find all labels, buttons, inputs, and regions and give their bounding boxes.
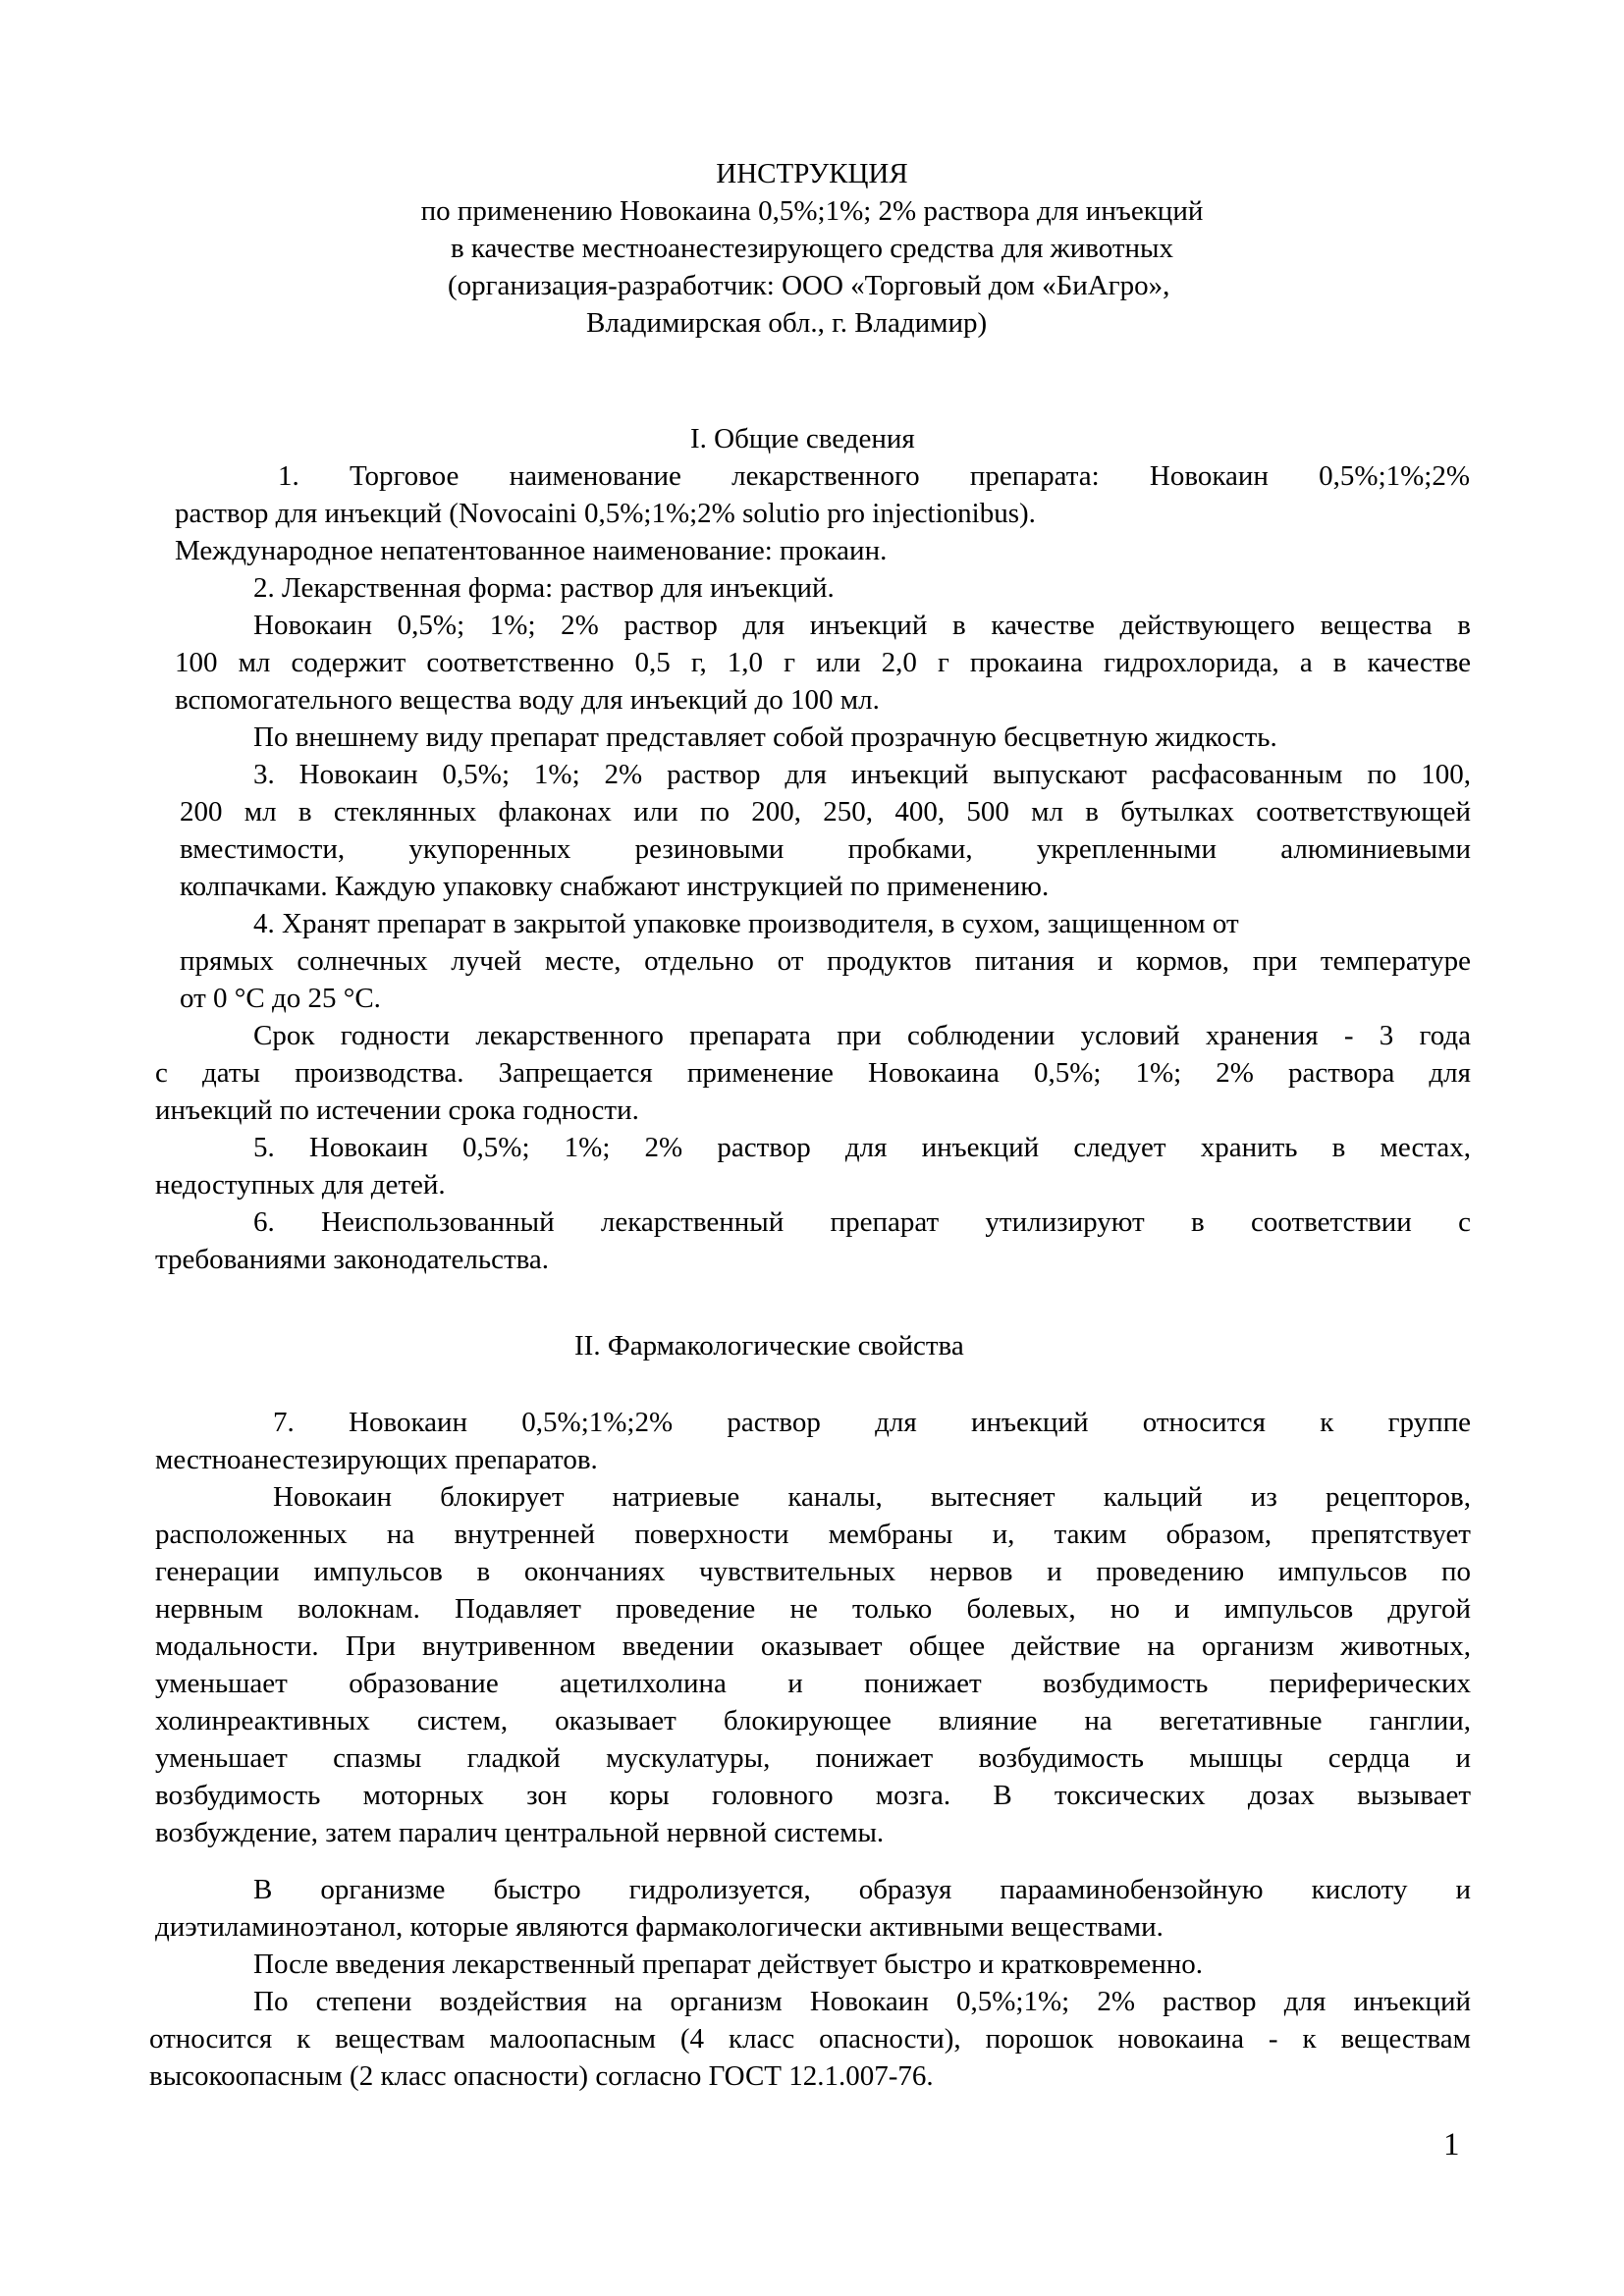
s2-p2-line-8: уменьшает спазмы гладкой мускулатуры, понижает возбудимость мышцы сердца и	[155, 1742, 1471, 1774]
s1-p10-line-1: 6. Неиспользованный лекарственный препарат утилизируют в соответствии с	[253, 1206, 1471, 1238]
s1-p4-line-3: вспомогательного вещества воду для инъекций до 100 мл.	[175, 684, 880, 716]
header-line-1: по применению Новокаина 0,5%;1%; 2% раствора для инъекций	[420, 195, 1204, 227]
s1-p3: 2. Лекарственная форма: раствор для инъекций.	[253, 572, 835, 604]
s1-p9-line-1: 5. Новокаин 0,5%; 1%; 2% раствор для инъекций следует хранить в местах,	[253, 1132, 1471, 1163]
s1-p8-line-3: инъекций по истечении срока годности.	[155, 1095, 639, 1126]
s1-p6-line-1: 3. Новокаин 0,5%; 1%; 2% раствор для инъекций выпускают расфасованным по 100,	[253, 759, 1471, 790]
section-1-heading: I. Общие сведения	[690, 423, 915, 454]
s2-p2-line-1: Новокаин блокирует натриевые каналы, вытесняет кальций из рецепторов,	[273, 1481, 1471, 1513]
s2-p2-line-6: уменьшает образование ацетилхолина и понижает возбудимость периферических	[155, 1668, 1471, 1699]
s1-p10-line-2: требованиями законодательства.	[155, 1244, 550, 1275]
s2-p2-line-2: расположенных на внутренней поверхности мембраны и, таким образом, препятствует	[155, 1519, 1471, 1550]
s2-p4: После введения лекарственный препарат действует быстро и кратковременно.	[253, 1949, 1204, 1980]
s2-p3-line-2: диэтиламиноэтанол, которые являются фармакологически активными веществами.	[155, 1911, 1164, 1943]
section-2-heading: II. Фармакологические свойства	[574, 1330, 964, 1362]
s2-p2-line-5: модальности. При внутривенном введении оказывает общее действие на организм животных,	[155, 1630, 1471, 1662]
s2-p2-line-10: возбуждение, затем паралич центральной нервной системы.	[155, 1817, 885, 1848]
s1-p6-line-2: 200 мл в стеклянных флаконах или по 200, 250, 400, 500 мл в бутылках соответствующей	[180, 796, 1471, 828]
s1-p1-line-1: 1. Торговое наименование лекарственного препарата: Новокаин 0,5%;1%;2%	[278, 460, 1470, 492]
s2-p3-line-1: В организме быстро гидролизуется, образуя парааминобензойную кислоту и	[253, 1874, 1471, 1905]
s1-p6-line-4: колпачками. Каждую упаковку снабжают инструкцией по применению.	[180, 871, 1050, 902]
s1-p7-line-2: прямых солнечных лучей месте, отдельно от продуктов питания и кормов, при температуре	[180, 945, 1471, 977]
s2-p2-line-9: возбудимость моторных зон коры головного мозга. В токсических дозах вызывает	[155, 1780, 1471, 1811]
s1-p4-line-1: Новокаин 0,5%; 1%; 2% раствор для инъекций в качестве действующего вещества в	[253, 610, 1471, 641]
s1-p4-line-2: 100 мл содержит соответственно 0,5 г, 1,0 г или 2,0 г прокаина гидрохлорида, а в качестве	[175, 647, 1471, 678]
s1-p9-line-2: недоступных для детей.	[155, 1169, 446, 1201]
s1-p8-line-1: Срок годности лекарственного препарата при соблюдении условий хранения - 3 года	[253, 1020, 1471, 1051]
s2-p2-line-3: генерации импульсов в окончаниях чувствительных нервов и проведению импульсов по	[155, 1556, 1471, 1587]
s2-p1-line-1: 7. Новокаин 0,5%;1%;2% раствор для инъекций относится к группе	[273, 1407, 1471, 1438]
header-line-4: Владимирская обл., г. Владимир)	[586, 307, 988, 339]
s1-p8-line-2: с даты производства. Запрещается применение Новокаина 0,5%; 1%; 2% раствора для	[155, 1057, 1471, 1089]
s2-p2-line-4: нервным волокнам. Подавляет проведение не только болевых, но и импульсов другой	[155, 1593, 1471, 1625]
s2-p5-line-1: По степени воздействия на организм Новокаин 0,5%;1%; 2% раствор для инъекций	[253, 1986, 1471, 2017]
s2-p5-line-2: относится к веществам малоопасным (4 класс опасности), порошок новокаина - к веществам	[149, 2023, 1471, 2055]
document-title: ИНСТРУКЦИЯ	[716, 158, 908, 189]
page-number: 1	[1443, 2127, 1460, 2163]
s1-p6-line-3: вместимости, укупоренных резиновыми пробками, укрепленными алюминиевыми	[180, 833, 1471, 865]
s2-p2-line-7: холинреактивных систем, оказывает блокирующее влияние на вегетативные ганглии,	[155, 1705, 1471, 1736]
s1-p7-line-3: от 0 °С до 25 °С.	[180, 983, 381, 1014]
s2-p1-line-2: местноанестезирующих препаратов.	[155, 1444, 598, 1475]
s1-p7-line-1: 4. Хранят препарат в закрытой упаковке производителя, в сухом, защищенном от	[253, 908, 1239, 939]
s1-p5: По внешнему виду препарат представляет собой прозрачную бесцветную жидкость.	[253, 721, 1277, 753]
s1-p1-line-2: раствор для инъекций (Novocaini 0,5%;1%;2% solutio pro injectionibus).	[175, 498, 1036, 529]
header-line-3: (организация-разработчик: ООО «Торговый дом «БиАгро»,	[448, 270, 1170, 301]
s1-p2: Международное непатентованное наименование: прокаин.	[175, 535, 888, 566]
s2-p5-line-3: высокоопасным (2 класс опасности) согласно ГОСТ 12.1.007-76.	[149, 2060, 934, 2092]
header-line-2: в качестве местноанестезирующего средства для животных	[450, 233, 1174, 264]
